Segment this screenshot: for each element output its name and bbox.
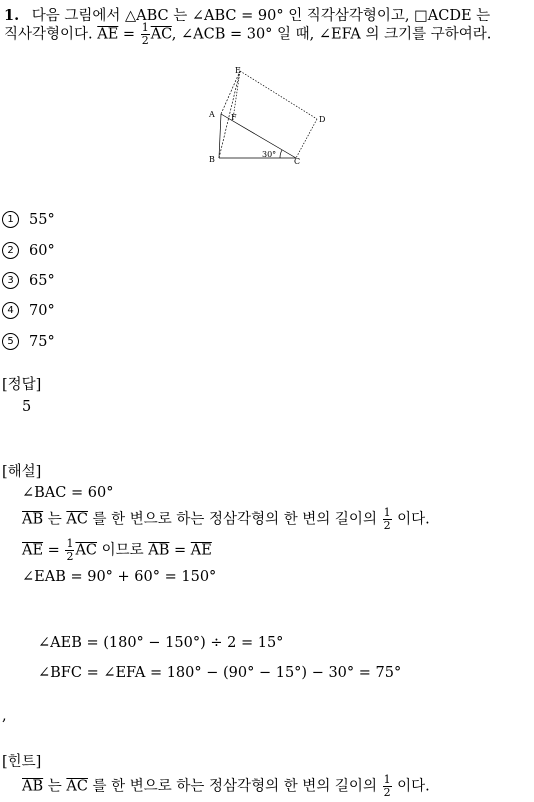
solution-comma: , — [2, 708, 7, 724]
question-line-2: 직사각형이다. $\overline{AE}$ = $\frac{1}{2}$ $\overline{AC}$, ∠ACB = 30° 일 때, ∠EFA 의 크기를 구하여라. — [4, 21, 492, 47]
solution-line-4: ∠EAB = 90° + 60° = 150° — [22, 569, 217, 585]
choice-text: 70° — [29, 302, 55, 319]
choice-mark: 4 — [2, 302, 19, 319]
fraction-half: $\frac{1}{2}$ — [141, 21, 149, 47]
hint-line: $\overline{AB}$ 는 $\overline{AC}$ 를 한 변으로 하는 정삼각형의 한 변의 길이의 $\frac{1}{2}$ 이다. — [22, 773, 430, 799]
question-number: 1. — [4, 7, 20, 24]
question-text-1: 다음 그림에서 △ABC 는 ∠ABC = 90° 인 직각삼각형이고, □ACDE 는 — [31, 8, 491, 24]
fraction-half: $\frac{1}{2}$ — [383, 773, 391, 799]
solution-line-5: ∠AEB = (180° − 150°) ÷ 2 = 15° — [38, 635, 284, 651]
label-c: C — [294, 157, 301, 166]
solution-header: [해설] — [2, 464, 42, 480]
label-e: E — [235, 66, 241, 75]
angle-label: 30° — [262, 150, 277, 159]
label-a: A — [209, 110, 215, 119]
answer-value: 5 — [22, 399, 32, 415]
choice-4[interactable] — [2, 302, 55, 319]
label-f: F — [231, 113, 237, 122]
choice-3[interactable] — [2, 272, 55, 289]
segment-dc — [296, 119, 317, 158]
segment-ed — [240, 71, 317, 119]
label-b: B — [209, 155, 215, 164]
choice-text: 60° — [29, 242, 55, 259]
choice-mark: 3 — [2, 272, 19, 289]
fraction-half: $\frac{1}{2}$ — [66, 537, 74, 563]
choice-text: 75° — [29, 333, 55, 350]
choice-text: 65° — [29, 272, 55, 289]
segment-ae: $\overline{AE}$ — [97, 26, 119, 43]
label-d: D — [319, 115, 326, 124]
angle-arc-c — [280, 150, 282, 158]
geometry-figure — [200, 62, 335, 168]
solution-line-3: $\overline{AE}$ = $\frac{1}{2}$ $\overline{AC}$ 이므로 $\overline{AB} = \overline{AE}$ — [22, 537, 212, 563]
solution-line-2: $\overline{AB}$ 는 $\overline{AC}$ 를 한 변으로 하는 정삼각형의 한 변의 길이의 $\frac{1}{2}$ 이다. — [22, 506, 430, 532]
choice-5[interactable] — [2, 333, 55, 350]
solution-line-1: ∠BAC = 60° — [22, 485, 114, 501]
question-text-2b: , ∠ACB = 30° 일 때, ∠EFA 의 크기를 구하여라. — [171, 26, 492, 43]
choice-2[interactable] — [2, 242, 55, 259]
choice-mark: 5 — [2, 333, 19, 350]
choice-1[interactable] — [2, 211, 55, 228]
choice-mark: 1 — [2, 211, 19, 228]
choice-mark: 2 — [2, 242, 19, 259]
hint-header: [힌트] — [2, 754, 42, 770]
question-text-2a: 직사각형이다. — [4, 26, 93, 43]
answer-header: [정답] — [2, 377, 42, 393]
solution-line-6: ∠BFC = ∠EFA = 180° − (90° − 15°) − 30° = 75° — [38, 665, 402, 681]
fraction-half: $\frac{1}{2}$ — [383, 506, 391, 532]
segment-ab — [219, 114, 221, 158]
choice-text: 55° — [29, 211, 55, 228]
segment-ac: $\overline{AC}$ — [150, 26, 172, 43]
